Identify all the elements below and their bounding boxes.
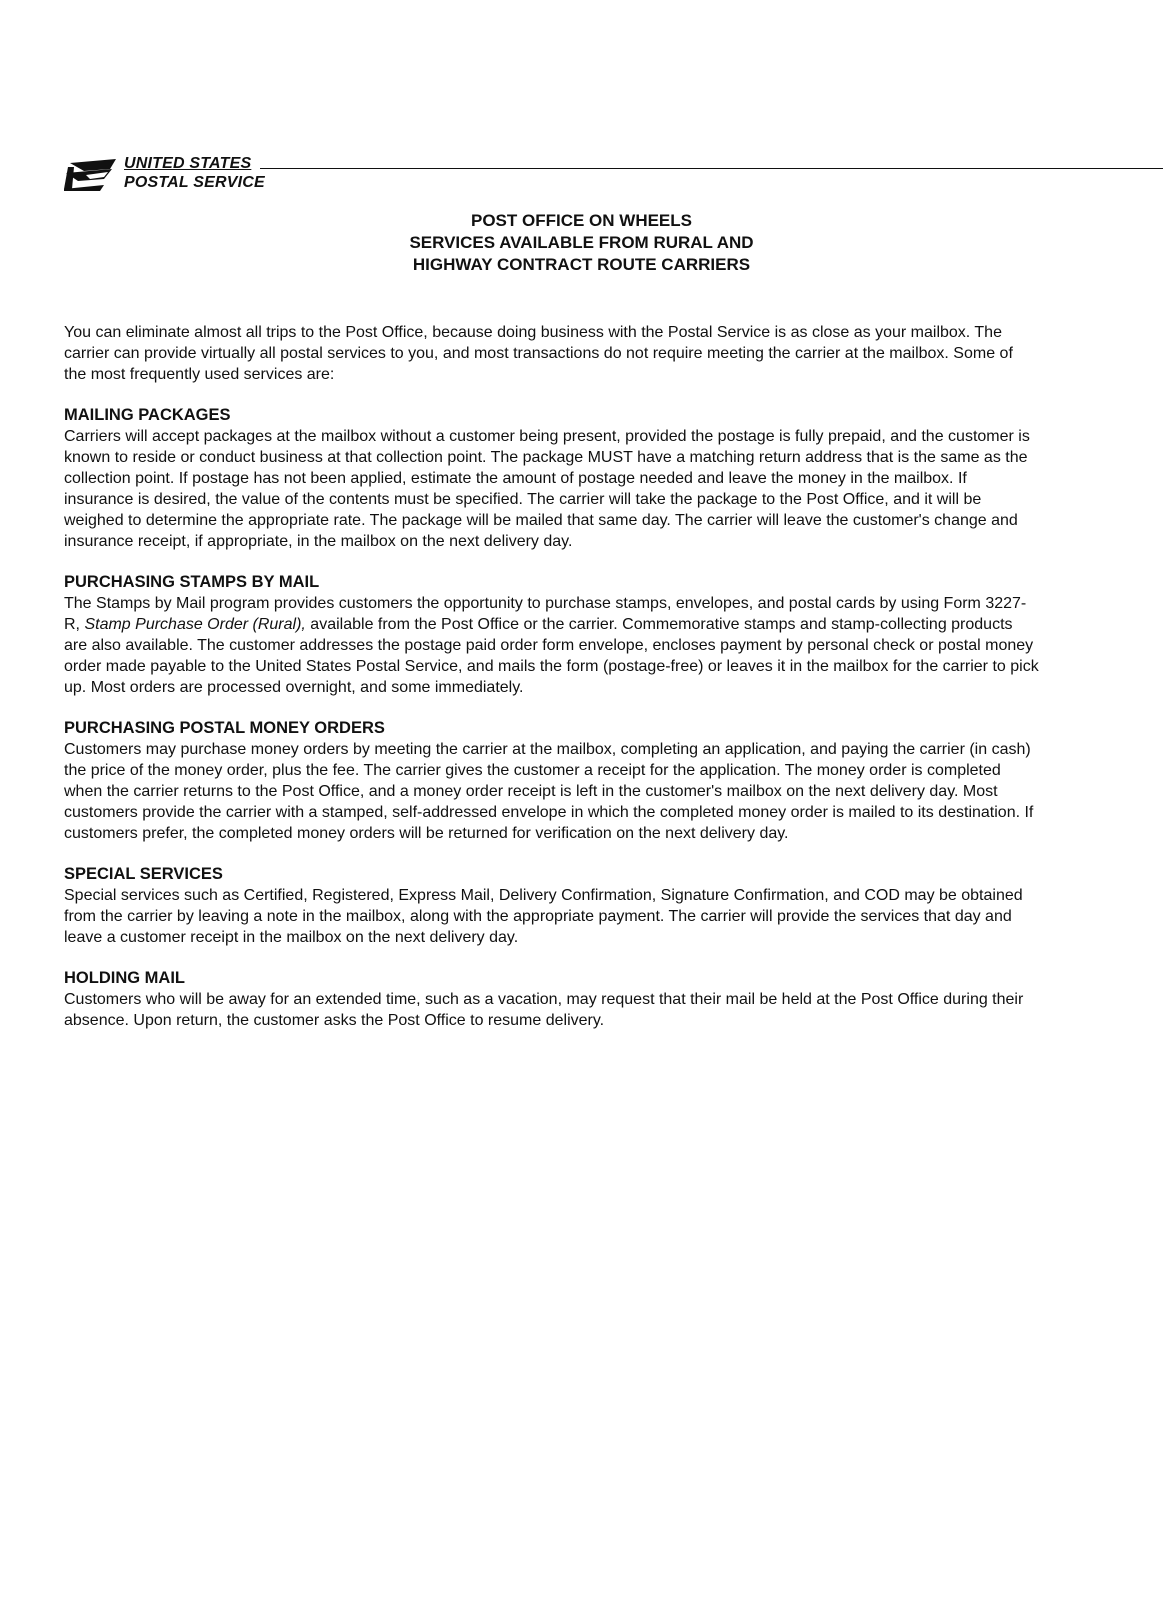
- stamps-text-part2: available from the Post Office or the carrier. Commemorative stamps and stamp-collecting products are also available. The customer addresses the postage paid order form envelope, encloses payment by personal check or postal money order made payable to the United States Postal Service, and mails the form (postage-free) or leaves it in the mailbox for the carrier to pick up. Most orders are processed overnight, and some immediately.: [64, 616, 1039, 696]
- heading-holding-mail: HOLDING MAIL: [64, 969, 185, 987]
- form-title-italic: Stamp Purchase Order (Rural),: [84, 616, 306, 633]
- title-line-2: SERVICES AVAILABLE FROM RURAL AND: [409, 233, 754, 252]
- heading-money-orders: PURCHASING POSTAL MONEY ORDERS: [64, 719, 385, 737]
- paragraph-stamps-by-mail: [64, 593, 1039, 698]
- heading-stamps-by-mail: PURCHASING STAMPS BY MAIL: [64, 573, 320, 591]
- header-divider: [260, 168, 1163, 169]
- organization-name-line1: UNITED STATES: [124, 155, 252, 172]
- paragraph-mailing-packages: Carriers will accept packages at the mailbox without a customer being present, provided the postage is fully prepaid, and the customer is known to reside or conduct business at that collection point. The package MUST have a matching return address that is the same as the collection point. If postage has not been applied, estimate the amount of postage needed and leave the money in the mailbox. If insurance is desired, the value of the contents must be specified. The carrier will take the package to the Post Office, and it will be weighed to determine the appropriate rate. The package will be mailed that same day. The carrier will leave the customer's change and insurance receipt, if appropriate, in the mailbox on the next delivery day.: [64, 428, 1030, 550]
- document-body: [64, 322, 1039, 1051]
- letterhead: [64, 152, 1121, 196]
- organization-name: [124, 154, 265, 192]
- organization-name-line2: POSTAL SERVICE: [124, 174, 265, 191]
- usps-eagle-logo-icon: [64, 155, 118, 191]
- intro-paragraph: You can eliminate almost all trips to the Post Office, because doing business with the Postal Service is as close as your mailbox. The carrier can provide virtually all postal services to you, and most transactions do not require meeting the carrier at the mailbox. Some of the most frequently used services are:: [64, 324, 1013, 383]
- heading-special-services: SPECIAL SERVICES: [64, 865, 223, 883]
- heading-mailing-packages: MAILING PACKAGES: [64, 406, 231, 424]
- title-line-1: POST OFFICE ON WHEELS: [470, 211, 692, 230]
- paragraph-money-orders: Customers may purchase money orders by meeting the carrier at the mailbox, completing an application, and paying the carrier (in cash) the price of the money order, plus the fee. The carrier gives the customer a receipt for the application. The money order is completed when the carrier returns to the Post Office, and a money order receipt is left in the customer's mailbox on the next delivery day. Most customers provide the carrier with a stamped, self-addressed envelope in which the completed money order is mailed to its destination. If customers prefer, the completed money orders will be returned for verification on the next delivery day.: [64, 741, 1034, 842]
- paragraph-holding-mail: Customers who will be away for an extended time, such as a vacation, may request that their mail be held at the Post Office during their absence. Upon return, the customer asks the Post Office to resume delivery.: [64, 991, 1024, 1029]
- stamps-text-part1: The Stamps by Mail program provides customers the opportunity to purchase stamps, envelopes, and postal cards by using Form 3227-R,: [64, 595, 1027, 633]
- title-line-3: HIGHWAY CONTRACT ROUTE CARRIERS: [412, 255, 751, 274]
- paragraph-special-services: Special services such as Certified, Registered, Express Mail, Delivery Confirmation, Signature Confirmation, and COD may be obtained from the carrier by leaving a note in the mailbox, along with the appropriate payment. The carrier will provide the services that day and leave a customer receipt in the mailbox on the next delivery day.: [64, 887, 1023, 946]
- document-title: [0, 210, 1163, 276]
